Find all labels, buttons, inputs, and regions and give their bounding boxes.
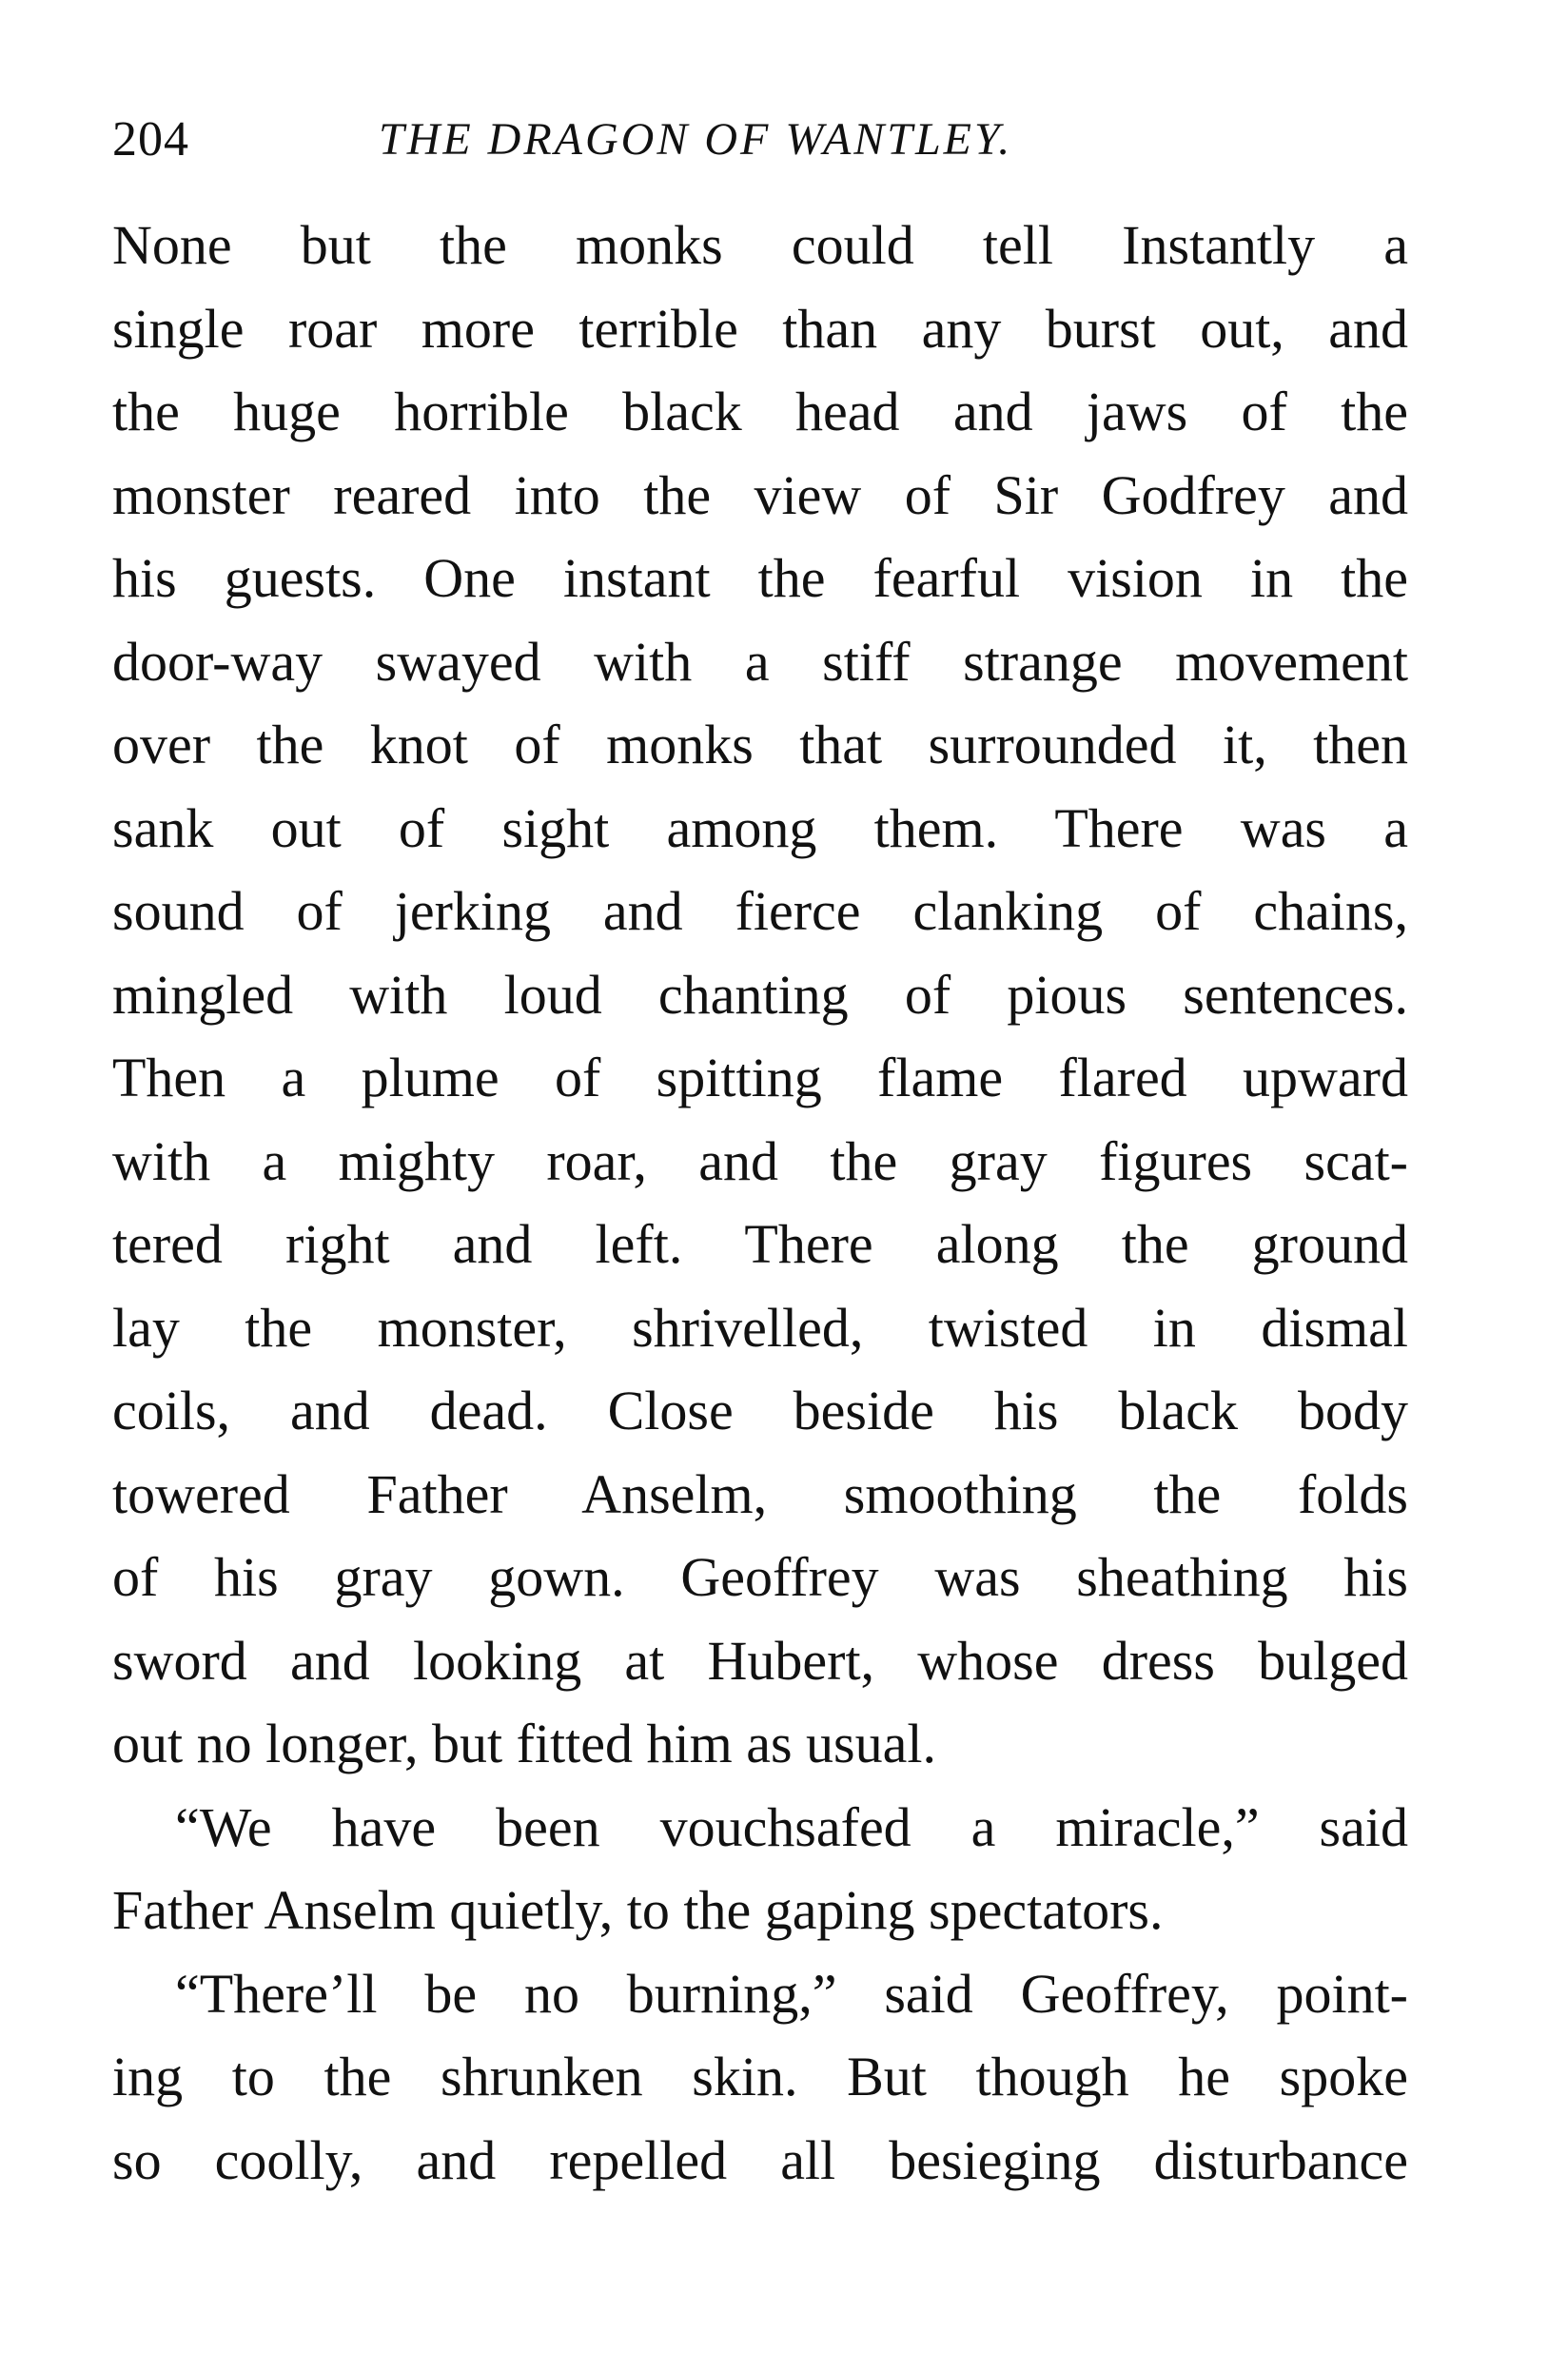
text-line: Then a plume of spitting flame flared upward	[112, 1047, 1408, 1108]
text-line: “We have been vouchsafed a miracle,” said	[175, 1795, 1408, 1858]
text-line: mingled with loud chanting of pious sentences.	[112, 963, 1408, 1026]
text-line: with a mighty roar, and the gray figures scat-	[112, 1129, 1408, 1192]
text-line: lay the monster, shrivelled, twisted in dismal	[112, 1296, 1408, 1359]
text-line: sword and looking at Hubert, whose dress bulged	[112, 1629, 1408, 1692]
body-text	[112, 204, 1408, 2202]
text-line: his guests. One instant the fearful vision in the	[112, 547, 1408, 609]
text-line: sank out of sight among them. There was a	[112, 796, 1408, 859]
text-line: towered Father Anselm, smoothing the folds	[112, 1462, 1408, 1525]
text-line: Father Anselm quietly, to the gaping spectators.	[112, 1879, 1164, 1941]
text-line: out no longer, but fitted him as usual.	[112, 1713, 936, 1774]
running-head	[112, 107, 1406, 173]
text-line: None but the monks could tell Instantly a	[112, 214, 1408, 276]
page-number: 204	[112, 112, 189, 167]
text-line: over the knot of monks that surrounded it, then	[112, 714, 1408, 775]
text-line: single roar more terrible than any burst out, and	[112, 297, 1408, 360]
text-line: tered right and left. There along the ground	[112, 1213, 1408, 1275]
text-line: coils, and dead. Close beside his black body	[112, 1380, 1408, 1441]
text-line: monster reared into the view of Sir Godfrey and	[112, 463, 1408, 526]
text-line: so coolly, and repelled all besieging disturbance	[112, 2128, 1408, 2191]
text-line: “There’ll be no burning,” said Geoffrey, point-	[175, 1962, 1408, 2025]
text-line: sound of jerking and fierce clanking of chains,	[112, 880, 1408, 942]
text-line: door-way swayed with a stiff strange movement	[112, 630, 1408, 693]
text-line: of his gray gown. Geoffrey was sheathing his	[112, 1546, 1408, 1608]
text-line: the huge horrible black head and jaws of the	[112, 381, 1408, 442]
running-title: THE DRAGON OF WANTLEY.	[379, 114, 1013, 165]
text-line: ing to the shrunken skin. But though he spoke	[112, 2046, 1408, 2107]
